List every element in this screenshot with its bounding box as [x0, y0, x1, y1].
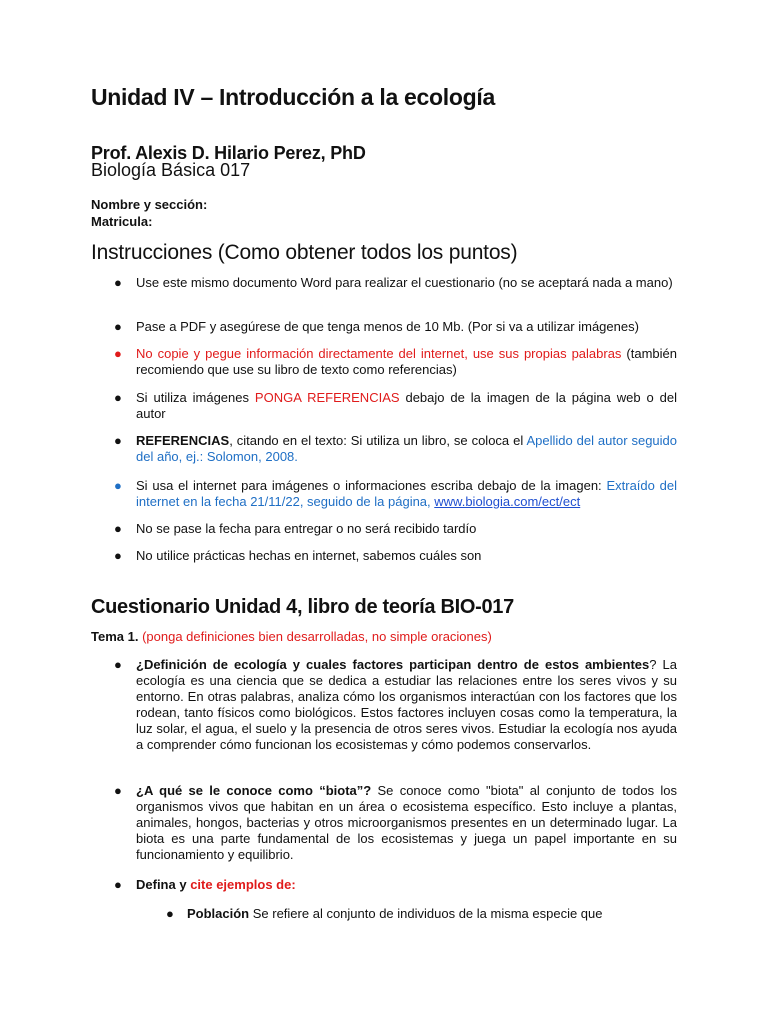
matricula-label: Matricula:	[91, 214, 153, 229]
tema-note: (ponga definiciones bien desarrolladas, no simple oraciones)	[138, 629, 492, 644]
item-text: Use este mismo documento Word para realizar el cuestionario (no se aceptará nada a mano)	[136, 275, 673, 290]
references-label: REFERENCIAS	[136, 433, 230, 448]
bullet-icon: ●	[114, 548, 122, 563]
question-answer	[136, 783, 677, 863]
answer-text: Se conoce como "biota" al conjunto de todos los organismos vivos que habitan en un área o ecosistema específico. Esto incluye a plantas, animales, hongos, bacterias y otros microorganismos presentes en un determinado lugar. La biota es una parte fundamental de los ecosistemas y juega un papel importante en su funcionamiento y equilibrio.	[136, 783, 678, 862]
course-name: Biología Básica 017	[91, 160, 251, 180]
bullet-icon: ●	[114, 346, 122, 361]
item-text: No se pase la fecha para entregar o no será recibido tardío	[136, 521, 477, 536]
tema-line	[91, 629, 492, 644]
item-text	[136, 346, 677, 378]
item-text-pre: , citando en el texto: Si utiliza un libro, se coloca el	[229, 433, 527, 448]
term-label: Población	[187, 906, 250, 921]
answer-text: ? La ecología es una ciencia que se dedica a estudiar las relaciones entre los seres vivos y su entorno. En otras palabras, analiza cómo los organismos interactúan con los factores que los rodean, tanto físicos como biológicos. Estos factores incluyen cosas como la temperatura, la luz solar, el agua, el suelo y la presencia de otros seres vivos. Estudiar la ecología nos ayuda a comprender cómo funcionan los ecosistemas y cómo podemos conservarlos.	[136, 657, 677, 752]
bullet-icon: ●	[166, 906, 174, 921]
term-definition: Se refiere al conjunto de individuos de la misma especie que	[249, 906, 603, 921]
item-text: Pase a PDF y asegúrese de que tenga menos de 10 Mb. (Por si va a utilizar imágenes)	[136, 319, 639, 334]
tema-label: Tema 1.	[91, 629, 139, 644]
bullet-icon: ●	[114, 275, 122, 290]
instructions-heading: Instrucciones (Como obtener todos los puntos)	[91, 241, 518, 264]
item-text-pre: Si utiliza imágenes	[136, 390, 255, 405]
item-text: No utilice prácticas hechas en internet, sabemos cuáles son	[136, 548, 482, 563]
item-text	[136, 478, 677, 510]
item-text-rest: (también recomiendo que use su libro de texto como referencias)	[136, 346, 677, 377]
sub-item-text	[187, 906, 677, 922]
item-text	[136, 433, 677, 465]
internet-citation-example: Extraído del internet en la fecha 21/11/22, seguido de la página,	[136, 478, 677, 509]
bullet-icon: ●	[114, 521, 122, 536]
bullet-icon: ●	[114, 783, 122, 798]
question-answer	[136, 657, 677, 753]
bullet-icon: ●	[114, 319, 122, 334]
quiz-heading: Cuestionario Unidad 4, libro de teoría BIO-017	[91, 596, 514, 618]
name-section-label: Nombre y sección:	[91, 197, 208, 212]
bullet-icon: ●	[114, 657, 122, 672]
bullet-icon: ●	[114, 433, 122, 448]
example-link[interactable]: www.biologia.com/ect/ect	[434, 494, 581, 509]
question-text: ¿Definición de ecología y cuales factores participan dentro de estos ambientes	[136, 657, 650, 672]
bullet-icon: ●	[114, 877, 122, 892]
bullet-icon: ●	[114, 478, 122, 493]
question-answer	[136, 877, 677, 893]
professor-name: Prof. Alexis D. Hilario Perez, PhD	[91, 143, 366, 163]
item-text-post: debajo de la imagen de la página web o del autor	[136, 390, 678, 421]
bullet-icon: ●	[114, 390, 122, 405]
examples-note: cite ejemplos de:	[190, 877, 296, 892]
warning-text: No copie y pegue información directamente del internet, use sus propias palabras	[136, 346, 622, 361]
item-text-pre: Si usa el internet para imágenes o informaciones escriba debajo de la imagen:	[136, 478, 607, 493]
references-warning: PONGA REFERENCIAS	[254, 390, 400, 405]
item-text	[136, 390, 677, 422]
page-title: Unidad IV – Introducción a la ecología	[91, 84, 495, 110]
citation-example: Apellido del autor seguido del año, ej.: Solomon, 2008.	[136, 433, 678, 464]
question-text: Defina y	[136, 877, 191, 892]
question-text: ¿A qué se le conoce como “biota”?	[136, 783, 372, 798]
